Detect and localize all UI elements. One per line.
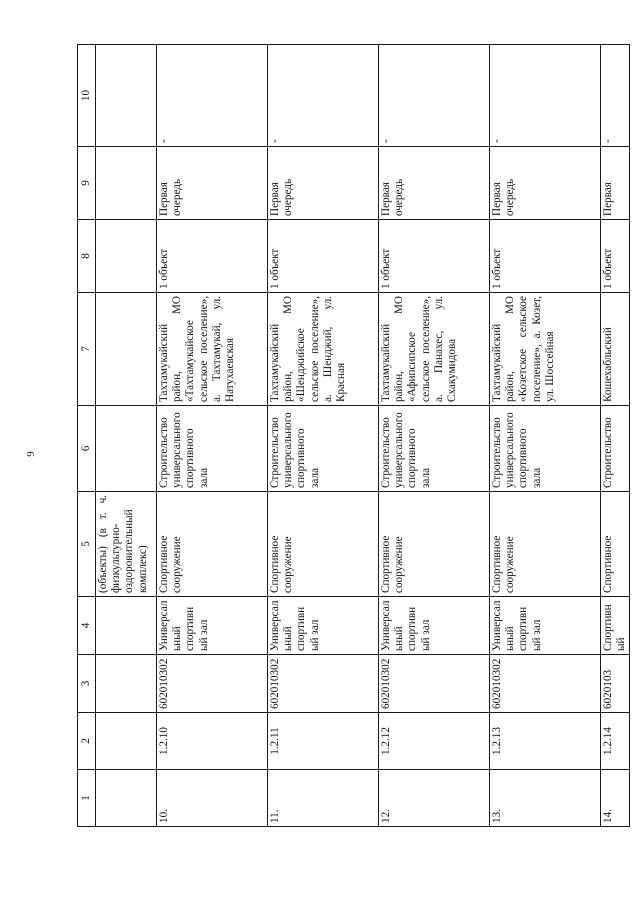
header-continuation-row bbox=[96, 45, 157, 827]
column-number: 6 bbox=[78, 406, 96, 492]
rotated-table-container bbox=[77, 45, 628, 827]
row-purpose: Строительство универсального спортивного зала bbox=[490, 406, 601, 492]
column-number: 2 bbox=[78, 713, 96, 770]
row-code: 1.2.13 bbox=[490, 713, 601, 770]
row-quantity: 1 объект bbox=[490, 220, 601, 293]
row-object-type: Спортивное сооружение bbox=[157, 492, 268, 597]
row-classifier-code: 6020103 bbox=[601, 655, 630, 713]
row-object-type: Спортивное сооружение bbox=[490, 492, 601, 597]
row-classifier-code: 602010302 bbox=[268, 655, 379, 713]
row-object-type: Спортивное сооружение bbox=[379, 492, 490, 597]
row-object-type: Спортивное bbox=[601, 492, 630, 597]
row-purpose: Строительство универсального спортивного зала bbox=[157, 406, 268, 492]
row-location: Тахтамукайский район, МО «Тахтамукайское сельское поселение», а. Тахтамукай, ул. Натухаевская bbox=[157, 293, 268, 406]
column-number-row bbox=[78, 45, 96, 827]
row-number: 10. bbox=[157, 770, 268, 827]
row-object-type: Спортивное сооружение bbox=[268, 492, 379, 597]
row-stage: Первая очередь bbox=[379, 147, 490, 220]
table-row bbox=[601, 45, 630, 827]
column-number: 5 bbox=[78, 492, 96, 597]
row-note: - bbox=[601, 45, 630, 147]
column-number: 3 bbox=[78, 655, 96, 713]
row-stage: Первая очередь bbox=[157, 147, 268, 220]
column-number: 9 bbox=[78, 147, 96, 220]
row-object-name: Универсальный спортивный зал bbox=[157, 597, 268, 655]
table-row bbox=[490, 45, 601, 827]
row-quantity: 1 объект bbox=[601, 220, 630, 293]
column-number: 10 bbox=[78, 45, 96, 147]
row-object-name: Универсальный спортивный зал bbox=[379, 597, 490, 655]
row-stage: Первая очередь bbox=[490, 147, 601, 220]
row-number: 13. bbox=[490, 770, 601, 827]
row-number: 14. bbox=[601, 770, 630, 827]
row-code: 1.2.12 bbox=[379, 713, 490, 770]
row-classifier-code: 602010302 bbox=[490, 655, 601, 713]
row-note: - bbox=[379, 45, 490, 147]
row-code: 1.2.14 bbox=[601, 713, 630, 770]
row-location: Кошехабльский bbox=[601, 293, 630, 406]
row-code: 1.2.10 bbox=[157, 713, 268, 770]
row-quantity: 1 объект bbox=[268, 220, 379, 293]
table-row bbox=[268, 45, 379, 827]
row-number: 12. bbox=[379, 770, 490, 827]
row-quantity: 1 объект bbox=[379, 220, 490, 293]
row-note: - bbox=[490, 45, 601, 147]
column-number: 4 bbox=[78, 597, 96, 655]
row-code: 1.2.11 bbox=[268, 713, 379, 770]
column-number: 1 bbox=[78, 770, 96, 827]
row-object-name: Спортивный bbox=[601, 597, 630, 655]
document-table bbox=[77, 44, 630, 827]
row-stage: Первая bbox=[601, 147, 630, 220]
table-row bbox=[379, 45, 490, 827]
row-location: Тахтамукайский район, МО «Афипсипское сельское поселение», а. Панахес, ул. Схакумидова bbox=[379, 293, 490, 406]
header-cell-object-type: (объекты) (в т. ч. физкультурно-оздоровительный комплекс) bbox=[96, 492, 157, 597]
table-row bbox=[157, 45, 268, 827]
row-stage: Первая очередь bbox=[268, 147, 379, 220]
row-object-name: Универсальный спортивный зал bbox=[490, 597, 601, 655]
row-purpose: Строительство универсального спортивного зала bbox=[268, 406, 379, 492]
column-number: 8 bbox=[78, 220, 96, 293]
row-location: Тахтамукайский район, МО «Козетское сельское поселение», а. Козет, ул. Шоссейная bbox=[490, 293, 601, 406]
row-note: - bbox=[157, 45, 268, 147]
page-number: 9 bbox=[24, 451, 37, 457]
row-classifier-code: 602010302 bbox=[157, 655, 268, 713]
row-number: 11. bbox=[268, 770, 379, 827]
row-purpose: Строительство bbox=[601, 406, 630, 492]
column-number: 7 bbox=[78, 293, 96, 406]
row-note: - bbox=[268, 45, 379, 147]
row-quantity: 1 объект bbox=[157, 220, 268, 293]
row-location: Тахтамукайский район, МО «Шенджийское сельское поселение», а. Шенджий, ул. Красная bbox=[268, 293, 379, 406]
row-object-name: Универсальный спортивный зал bbox=[268, 597, 379, 655]
row-purpose: Строительство универсального спортивного зала bbox=[379, 406, 490, 492]
row-classifier-code: 602010302 bbox=[379, 655, 490, 713]
